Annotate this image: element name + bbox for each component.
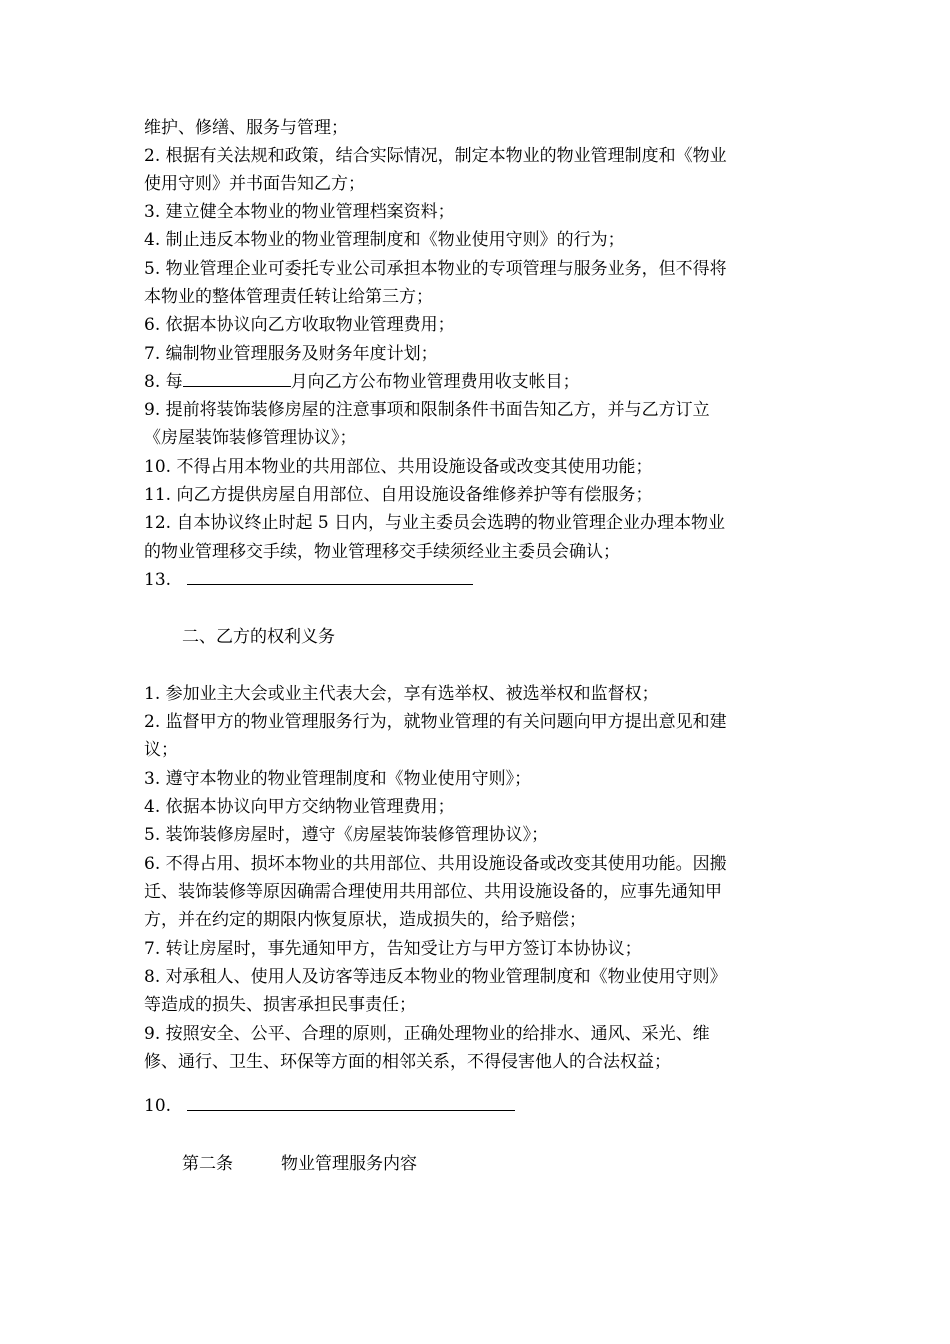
list-item: 12. 自本协议终止时起 5 日内，与业主委员会选聘的物业管理企业办理本物业 (144, 513, 726, 533)
list-item: 维护、修缮、服务与管理； (144, 118, 348, 138)
list-item: 迁、装饰装修等原因确需合理使用共用部位、共用设施设备的，应事先通知甲 (144, 882, 722, 902)
list-item: 本物业的整体管理责任转让给第三方； (144, 287, 433, 307)
list-item: 2. 根据有关法规和政策，结合实际情况，制定本物业的物业管理制度和《物业 (144, 146, 727, 166)
list-item-13 (144, 566, 824, 594)
list-item: 3. 遵守本物业的物业管理制度和《物业使用守则》； (144, 769, 532, 789)
list-item: 7. 转让房屋时，事先通知甲方，告知受让方与甲方签订本协协议； (144, 939, 642, 959)
fill-in-blank[interactable] (187, 1096, 515, 1111)
fill-in-blank[interactable] (183, 372, 291, 387)
fill-in-blank[interactable] (187, 570, 473, 585)
list-item: 8. 对承租人、使用人及访客等违反本物业的物业管理制度和《物业使用守则》 (144, 967, 727, 987)
article-number: 第二条 (182, 1154, 233, 1174)
list-item: 2. 监督甲方的物业管理服务行为，就物业管理的有关问题向甲方提出意见和建 (144, 712, 727, 732)
list-item: 3. 建立健全本物业的物业管理档案资料； (144, 202, 455, 222)
list-item: 使用守则》并书面告知乙方； (144, 174, 365, 194)
list-item: 5. 物业管理企业可委托专业公司承担本物业的专项管理与服务业务，但不得将 (144, 259, 727, 279)
article-heading (182, 1150, 862, 1178)
list-item: 方，并在约定的期限内恢复原状，造成损失的，给予赔偿； (144, 910, 586, 930)
list-item: 的物业管理移交手续，物业管理移交手续须经业主委员会确认； (144, 542, 620, 562)
list-item-10 (144, 1092, 824, 1120)
article-title: 物业管理服务内容 (281, 1154, 417, 1174)
list-item: 4. 依据本协议向甲方交纳物业管理费用； (144, 797, 455, 817)
list-item: 6. 依据本协议向乙方收取物业管理费用； (144, 315, 455, 335)
item8-suffix: 月向乙方公布物业管理费用收支帐目； (290, 372, 580, 392)
list-item: 修、通行、卫生、环保等方面的相邻关系，不得侵害他人的合法权益； (144, 1052, 671, 1072)
list-item: 《房屋装饰装修管理协议》； (144, 428, 357, 448)
list-item: 9. 提前将装饰装修房屋的注意事项和限制条件书面告知乙方，并与乙方订立 (144, 400, 710, 420)
item10-number: 10. (144, 1096, 172, 1116)
list-item-8 (144, 368, 824, 396)
item8-prefix: 8. 每 (144, 372, 183, 392)
list-item: 10. 不得占用本物业的共用部位、共用设施设备或改变其使用功能； (144, 457, 653, 477)
list-item: 4. 制止违反本物业的物业管理制度和《物业使用守则》的行为； (144, 230, 625, 250)
list-item: 9. 按照安全、公平、合理的原则，正确处理物业的给排水、通风、采光、维 (144, 1024, 710, 1044)
item13-number: 13. (144, 570, 172, 590)
list-item: 5. 装饰装修房屋时，遵守《房屋装饰装修管理协议》； (144, 825, 549, 845)
list-item: 等造成的损失、损害承担民事责任； (144, 995, 416, 1015)
list-item: 6. 不得占用、损坏本物业的共用部位、共用设施设备或改变其使用功能。因搬 (144, 854, 727, 874)
list-item: 议； (144, 740, 178, 760)
list-item: 1. 参加业主大会或业主代表大会，享有选举权、被选举权和监督权； (144, 684, 659, 704)
section-heading: 二、乙方的权利义务 (182, 627, 335, 647)
list-item: 7. 编制物业管理服务及财务年度计划； (144, 344, 438, 364)
list-item: 11. 向乙方提供房屋自用部位、自用设施设备维修养护等有偿服务； (144, 485, 653, 505)
